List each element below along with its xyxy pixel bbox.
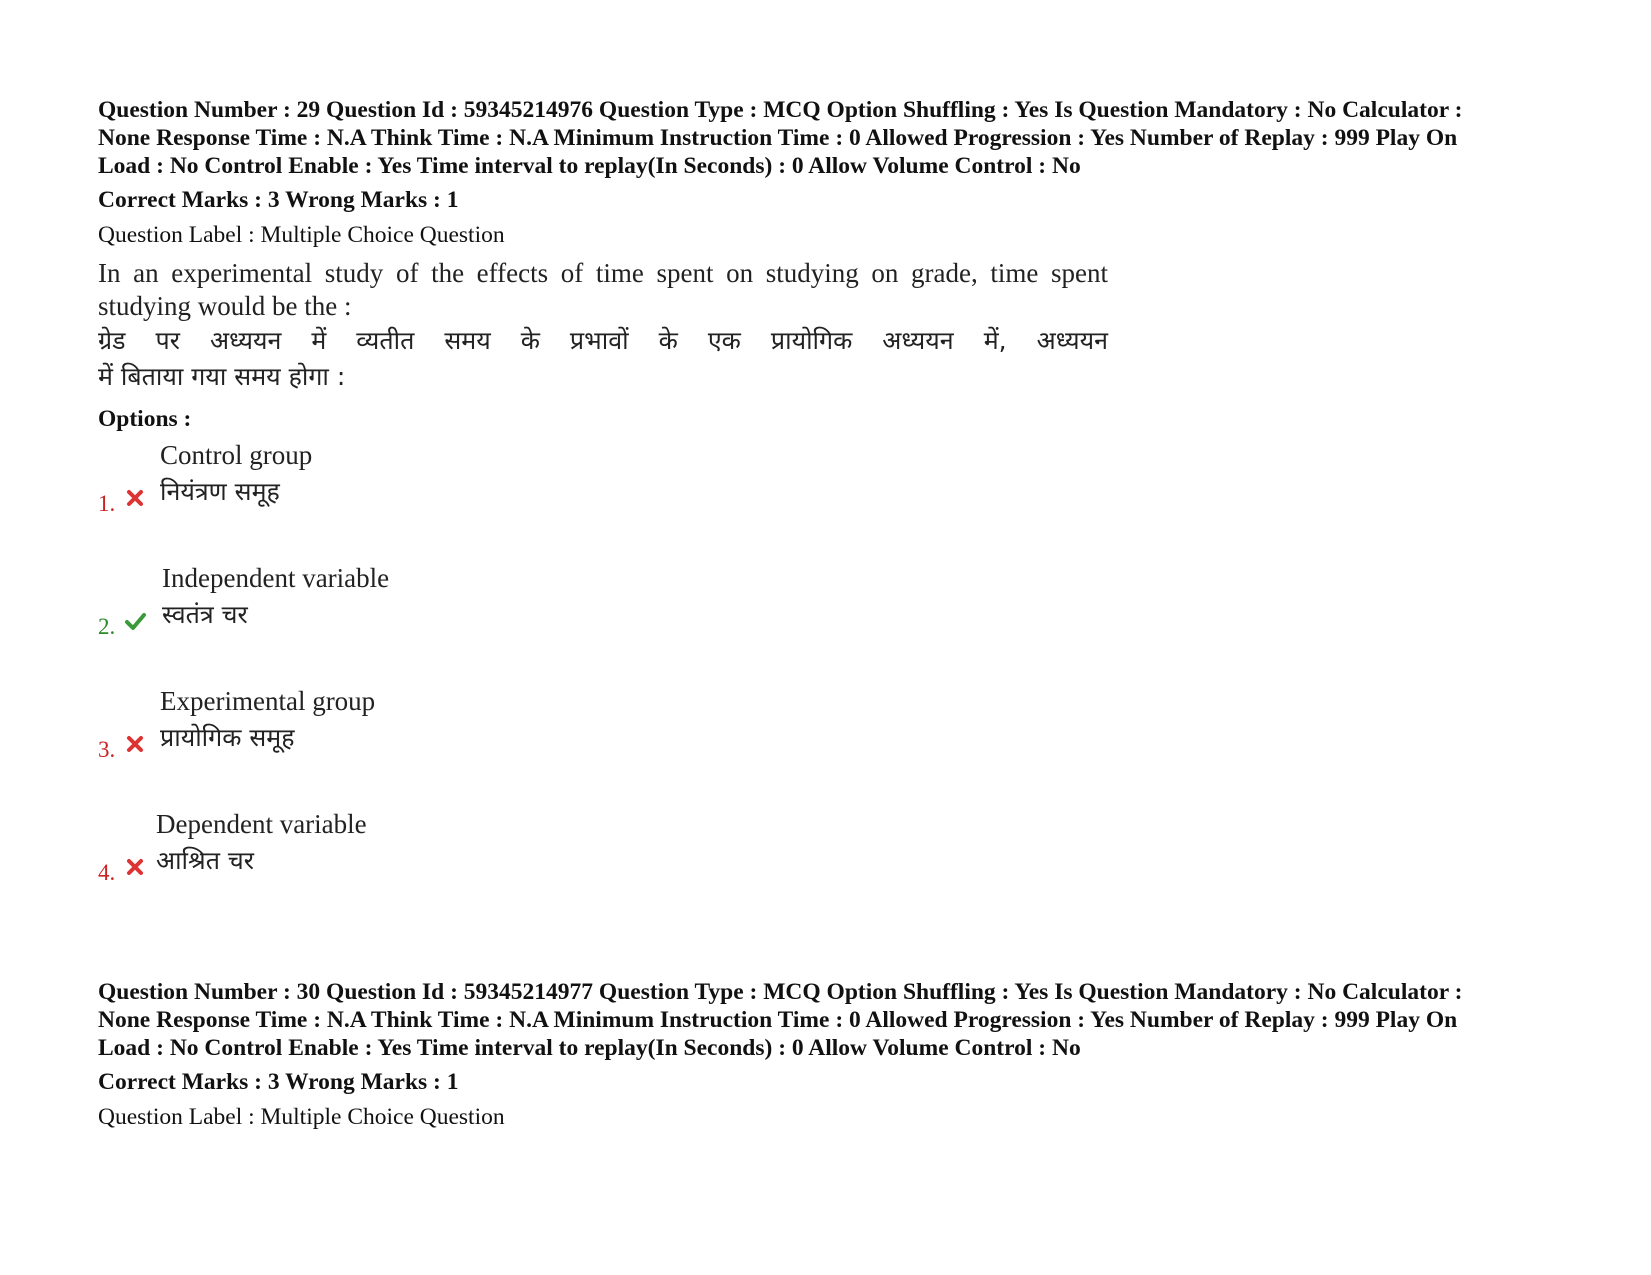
option-text-hi: नियंत्रण समूह xyxy=(160,477,280,506)
marks-line: Correct Marks : 3 Wrong Marks : 1 xyxy=(98,1069,459,1095)
question-text xyxy=(98,257,1108,395)
option-text-en: Control group xyxy=(160,440,313,470)
question-30 xyxy=(98,978,1558,1131)
option-text-hi: आश्रित चर xyxy=(156,846,255,875)
cross-icon xyxy=(124,487,146,509)
question-label: Question Label : Multiple Choice Question xyxy=(98,1104,505,1130)
option-text-en: Dependent variable xyxy=(156,809,367,839)
question-text-hi-line: ग्रेड पर अध्ययन में व्यतीत समय के प्रभावों के एक प्रायोगिक अध्ययन में, अध्ययन xyxy=(98,326,1108,355)
meta-line: Load : No Control Enable : Yes Time interval to replay(In Seconds) : 0 Allow Volume Control : No xyxy=(98,1035,1081,1061)
option-number: 3. xyxy=(98,737,116,762)
option-text-en: Experimental group xyxy=(160,686,376,716)
question-text-en-line: studying would be the : xyxy=(98,291,352,321)
option-text-en: Independent variable xyxy=(162,563,390,593)
meta-line: Load : No Control Enable : Yes Time interval to replay(In Seconds) : 0 Allow Volume Control : No xyxy=(98,153,1081,179)
option-3 xyxy=(98,679,1558,802)
option-number: 1. xyxy=(98,491,116,516)
question-meta xyxy=(98,978,1558,1062)
question-meta xyxy=(98,96,1558,180)
meta-line: None Response Time : N.A Think Time : N.A Minimum Instruction Time : 0 Allowed Progression : Yes Number of Replay : 999 Play On xyxy=(98,125,1458,151)
question-text-en-line: In an experimental study of the effects of time spent on studying on grade, time spent xyxy=(98,258,1108,288)
option-1 xyxy=(98,433,1558,556)
meta-line: Question Number : 30 Question Id : 59345214977 Question Type : MCQ Option Shuffling : Yes Is Question Mandatory : No Calculator : xyxy=(98,979,1463,1005)
option-4 xyxy=(98,802,1558,925)
cross-icon xyxy=(124,856,146,878)
question-29 xyxy=(98,96,1558,925)
option-number: 4. xyxy=(98,860,116,885)
question-text-hi-line: में बिताया गया समय होगा : xyxy=(98,362,346,391)
option-number: 2. xyxy=(98,614,116,639)
meta-line: Question Number : 29 Question Id : 59345214976 Question Type : MCQ Option Shuffling : Yes Is Question Mandatory : No Calculator : xyxy=(98,97,1463,123)
option-2 xyxy=(98,556,1558,679)
marks-line: Correct Marks : 3 Wrong Marks : 1 xyxy=(98,187,459,213)
meta-line: None Response Time : N.A Think Time : N.A Minimum Instruction Time : 0 Allowed Progression : Yes Number of Replay : 999 Play On xyxy=(98,1007,1458,1033)
cross-icon xyxy=(124,733,146,755)
option-text-hi: प्रायोगिक समूह xyxy=(160,723,295,752)
options-heading: Options : xyxy=(98,406,192,432)
question-label: Question Label : Multiple Choice Question xyxy=(98,222,505,248)
option-text-hi: स्वतंत्र चर xyxy=(162,600,248,629)
checkmark-icon xyxy=(124,610,146,632)
